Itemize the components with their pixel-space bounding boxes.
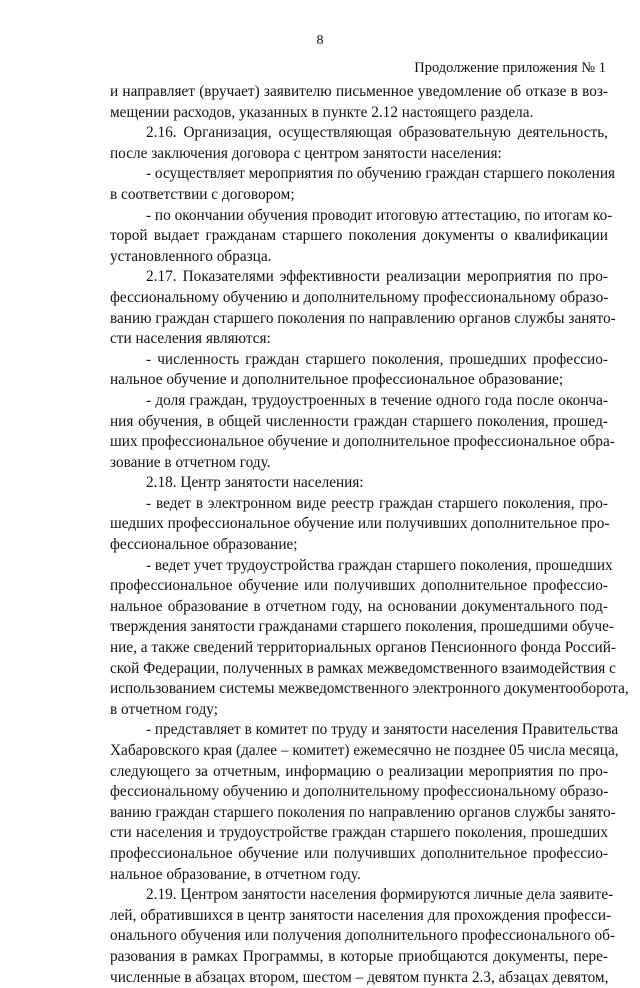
text-line: лей, обратившихся в центр занятости населения для прохождения професси-: [110, 906, 612, 924]
text-line: - доля граждан, трудоустроенных в течение одного года после оконча-: [146, 391, 608, 409]
text-line: следующего за отчетным, информацию о реализации мероприятия по про-: [110, 762, 608, 780]
text-line: - ведет в электронном виде реестр граждан старшего поколения, про-: [146, 494, 608, 512]
text-line: использованием системы межведомственного электронного документооборота,: [110, 680, 629, 698]
text-line: фессиональному обучению и дополнительному профессиональному образо-: [110, 288, 609, 306]
text-line: ской Федерации, полученных в рамках межведомственного взаимодействия с: [110, 659, 616, 677]
text-line: - осуществляет мероприятия по обучению граждан старшего поколения: [146, 165, 616, 183]
text-line: нальное обучение и дополнительное профессиональное образование;: [110, 371, 564, 389]
text-line: разования в рамках Программы, в которые приобщаются документы, пере-: [110, 947, 608, 965]
text-line: шедших профессиональное обучение или получивших дополнительное про-: [110, 515, 610, 533]
text-line: 2.17. Показателями эффективности реализации мероприятия по про-: [146, 268, 608, 286]
text-line: ванию граждан старшего поколения по направлению органов службы занято-: [110, 309, 616, 327]
text-line: в соответствии с договором;: [110, 185, 295, 203]
text-line: 2.18. Центр занятости населения:: [146, 474, 364, 492]
text-line: нальное образование, в отчетном году.: [110, 865, 361, 883]
text-line: - представляет в комитет по труду и занятости населения Правительства: [146, 721, 619, 739]
text-line: онального обучения или получения дополнительного профессионального об-: [110, 927, 616, 945]
text-line: в отчетном году;: [110, 700, 218, 718]
text-line: - ведет учет трудоустройства граждан старшего поколения, прошедших: [146, 556, 613, 574]
text-line: 2.16. Организация, осуществляющая образовательную деятельность,: [146, 124, 608, 142]
text-line: ванию граждан старшего поколения по направлению органов службы занято-: [110, 803, 616, 821]
text-line: - по окончании обучения проводит итоговую аттестацию, по итогам ко-: [146, 206, 613, 224]
text-line: установленного образца.: [110, 247, 272, 265]
document-body: [110, 82, 629, 988]
text-line: фессиональное образование;: [110, 536, 298, 554]
text-line: мещении расходов, указанных в пункте 2.12 настоящего раздела.: [110, 103, 534, 121]
text-line: Хабаровского края (далее – комитет) ежемесячно не позднее 05 числа месяца,: [110, 742, 619, 759]
text-line: тверждения занятости гражданами старшего поколения, прошедшими обуче-: [110, 618, 615, 636]
text-line: фессиональному обучению и дополнительному профессиональному образо-: [110, 783, 609, 801]
text-line: сти населения являются:: [110, 330, 271, 348]
text-line: и направляет (вручает) заявителю письменное уведомление об отказе в воз-: [110, 83, 608, 100]
page-number: 8: [316, 33, 324, 48]
text-line: ших профессиональное обучение и дополнительное профессиональное обра-: [110, 433, 615, 451]
text-line: численные в абзацах втором, шестом – девятом пункта 2.3, абзацах девятом,: [110, 968, 609, 986]
text-line: - численность граждан старшего поколения, прошедших профессио-: [146, 350, 608, 368]
text-line: торой выдает гражданам старшего поколения документы о квалификации: [110, 227, 608, 245]
text-line: профессиональное обучение или получивших дополнительное профессио-: [110, 577, 608, 595]
text-line: ние, а также сведений территориальных органов Пенсионного фонда Россий-: [110, 639, 616, 657]
text-line: ния обучения, в общей численности граждан старшего поколения, прошед-: [110, 412, 608, 430]
appendix-continuation-note: Продолжение приложения № 1: [414, 60, 606, 76]
text-line: профессиональное обучение или получивших дополнительное профессио-: [110, 844, 608, 862]
text-line: после заключения договора с центром занятости населения:: [110, 144, 502, 162]
text-line: сти населения и трудоустройстве граждан старшего поколения, прошедших: [110, 824, 608, 842]
text-line: нальное образование в отчетном году, на основании документального под-: [110, 597, 608, 615]
text-line: 2.19. Центром занятости населения формируются личные дела заявите-: [146, 886, 614, 904]
text-line: зование в отчетном году.: [110, 453, 271, 471]
